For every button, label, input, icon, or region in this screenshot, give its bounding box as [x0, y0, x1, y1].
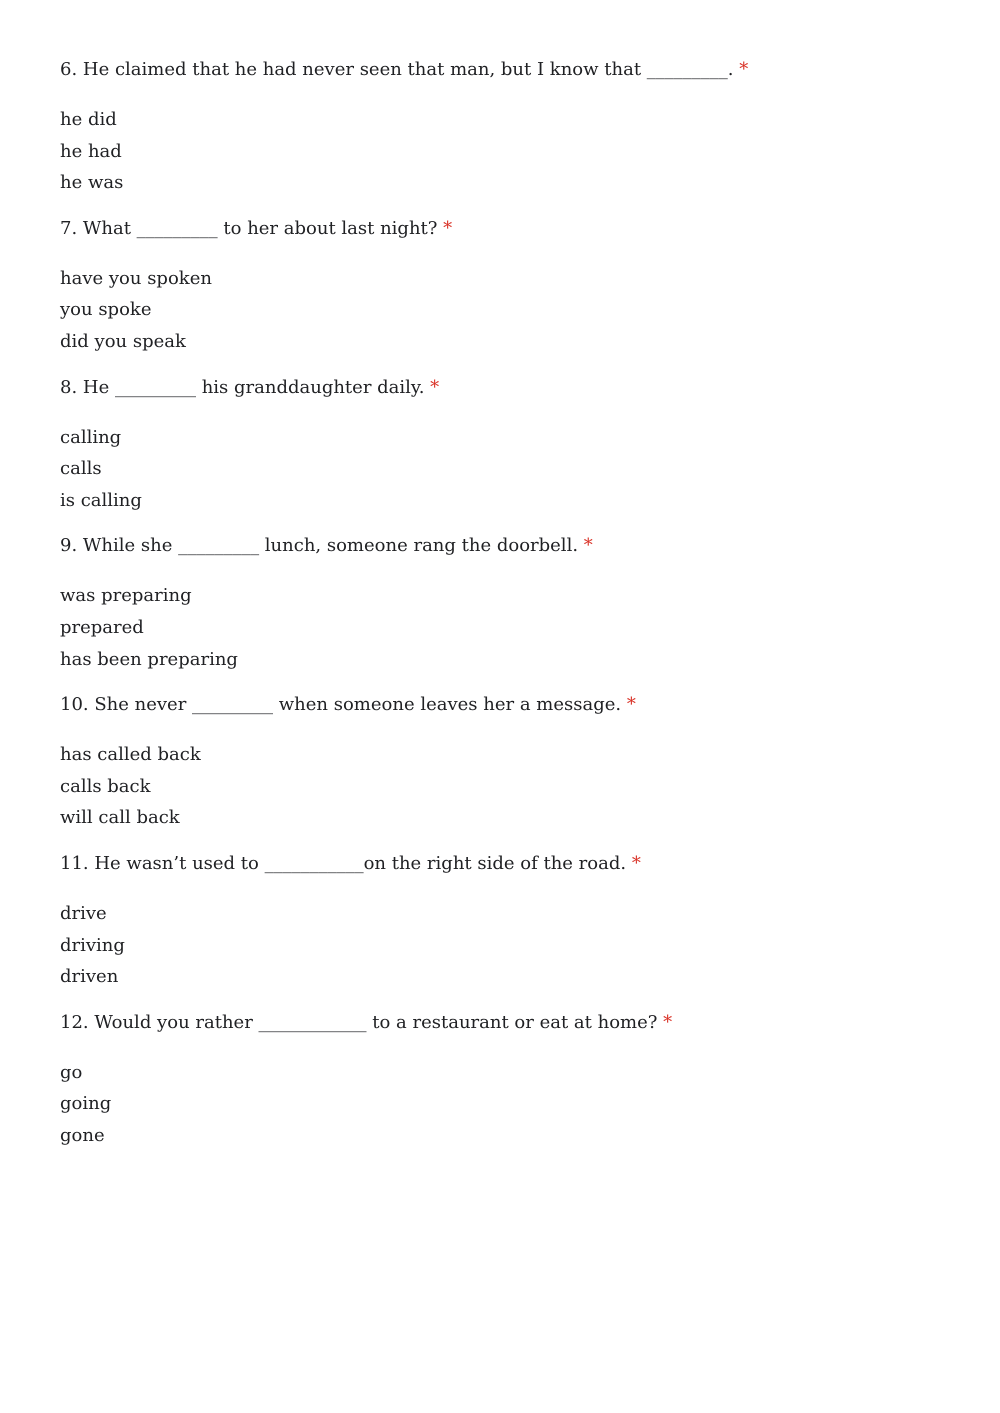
required-asterisk: *: [739, 59, 749, 80]
answer-option[interactable]: calling: [60, 426, 122, 448]
answer-option[interactable]: was preparing: [60, 585, 192, 607]
question-text: 8. He _________ his granddaughter daily.: [60, 376, 425, 398]
question-8: [60, 376, 960, 517]
required-asterisk: *: [443, 217, 453, 239]
answer-option[interactable]: go: [60, 1061, 83, 1083]
question-title: [60, 376, 960, 400]
answer-option[interactable]: prepared: [60, 616, 144, 638]
answer-option[interactable]: he had: [60, 140, 122, 162]
quiz-form: [60, 58, 960, 1169]
answer-option[interactable]: he was: [60, 172, 124, 194]
question-title: [60, 217, 960, 241]
question-text: 7. What _________ to her about last night?: [60, 217, 438, 239]
question-title: [60, 1011, 960, 1035]
question-text: 10. She never _________ when someone leaves her a message.: [60, 694, 622, 716]
answer-option[interactable]: calls back: [60, 775, 151, 797]
question-text: 11. He wasn’t used to ___________on the right side of the road.: [60, 852, 627, 874]
answer-option[interactable]: did you speak: [60, 330, 186, 352]
question-title: [60, 58, 960, 82]
answer-option[interactable]: will call back: [60, 807, 180, 829]
required-asterisk: *: [583, 535, 593, 557]
required-asterisk: *: [430, 376, 440, 398]
question-text: 12. Would you rather ____________ to a restaurant or eat at home?: [60, 1011, 658, 1033]
question-text: 9. While she _________ lunch, someone rang the doorbell.: [60, 535, 579, 557]
question-7: [60, 217, 960, 358]
question-title: [60, 852, 960, 876]
required-asterisk: *: [631, 852, 641, 874]
answer-option[interactable]: driving: [60, 934, 125, 956]
answer-option[interactable]: has been preparing: [60, 648, 238, 670]
answer-option[interactable]: gone: [60, 1124, 105, 1146]
question-11: [60, 852, 960, 993]
question-text: 6. He claimed that he had never seen that man, but I know that _________.: [60, 59, 734, 80]
question-12: [60, 1011, 960, 1152]
answer-option[interactable]: have you spoken: [60, 267, 212, 289]
answer-option[interactable]: has called back: [60, 744, 201, 766]
answer-option[interactable]: is calling: [60, 489, 142, 511]
answer-option[interactable]: going: [60, 1093, 112, 1115]
question-6: [60, 58, 960, 199]
required-asterisk: *: [663, 1011, 673, 1033]
answer-option[interactable]: you spoke: [60, 299, 152, 321]
question-9: [60, 534, 960, 675]
answer-option[interactable]: drive: [60, 902, 107, 924]
answer-option[interactable]: he did: [60, 109, 117, 130]
question-title: [60, 693, 960, 717]
answer-option[interactable]: calls: [60, 458, 102, 480]
question-10: [60, 693, 960, 834]
required-asterisk: *: [626, 694, 636, 716]
question-title: [60, 534, 960, 558]
answer-option[interactable]: driven: [60, 966, 119, 988]
